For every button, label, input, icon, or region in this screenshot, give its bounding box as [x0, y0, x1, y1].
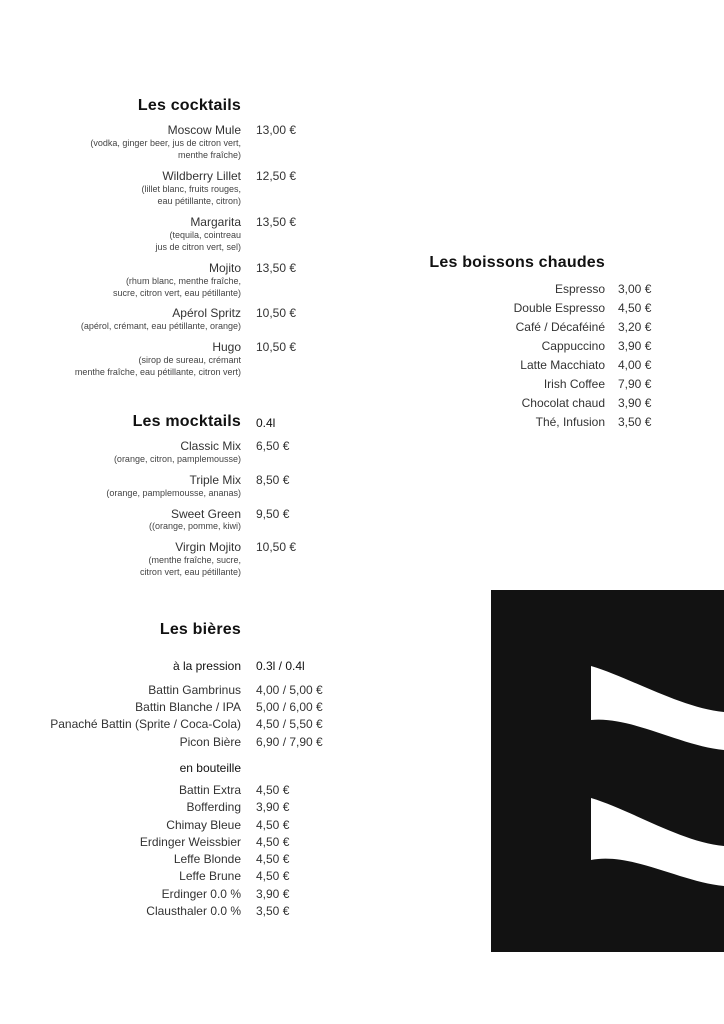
mocktail-price: 6,50 €	[256, 439, 290, 453]
mocktail-name: Triple Mix	[189, 473, 241, 487]
hot-drink-price: 3,20 €	[618, 320, 652, 334]
draft-beer-price: 4,50 / 5,50 €	[256, 717, 323, 731]
bottle-beer-price: 3,90 €	[256, 887, 290, 901]
mocktail-name: Sweet Green	[170, 507, 241, 521]
cocktail-price: 13,50 €	[256, 215, 297, 229]
hot-drink-name: Latte Macchiato	[520, 358, 605, 372]
hot-drinks-title: Les boissons chaudes	[429, 254, 605, 271]
cocktail-name: Mojito	[208, 261, 241, 275]
draft-beer-price: 4,00 / 5,00 €	[256, 683, 323, 697]
draft-beer-name: Panaché Battin (Sprite / Coca-Cola)	[50, 717, 241, 731]
mocktails-title: Les mocktails	[132, 413, 241, 430]
mocktail-name: Virgin Mojito	[175, 540, 241, 554]
cocktail-description: (sirop de sureau, crémant menthe fraîche, eau pétillante, citron vert)	[74, 355, 241, 377]
draft-beer-label: à la pression	[172, 659, 241, 673]
mocktail-description: (orange, citron, pamplemousse)	[113, 454, 241, 464]
mocktail-price: 9,50 €	[256, 507, 290, 521]
bottle-beer-price: 3,90 €	[256, 800, 290, 814]
hot-drink-name: Cappuccino	[541, 339, 605, 353]
cocktails-title: Les cocktails	[137, 97, 241, 114]
hot-drink-name: Chocolat chaud	[521, 396, 605, 410]
cocktail-description: (vodka, ginger beer, jus de citron vert, menthe fraîche)	[90, 138, 241, 160]
cocktail-price: 10,50 €	[256, 340, 297, 354]
mocktail-description: ((orange, pomme, kiwi)	[148, 521, 241, 531]
cocktail-description: (apérol, crémant, eau pétillante, orange)	[80, 321, 241, 331]
cocktail-description: (tequila, cointreau jus de citron vert, sel)	[155, 230, 241, 252]
beers-title: Les bières	[159, 621, 241, 638]
bottle-beer-price: 4,50 €	[256, 835, 290, 849]
bottle-beer-price: 3,50 €	[256, 904, 290, 918]
bottle-beer-name: Erdinger 0.0 %	[161, 887, 241, 901]
hot-drink-price: 7,90 €	[618, 377, 652, 391]
cocktail-name: Wildberry Lillet	[162, 169, 241, 183]
cocktail-price: 10,50 €	[256, 306, 297, 320]
mocktail-price: 10,50 €	[256, 540, 297, 554]
cocktail-name: Moscow Mule	[167, 123, 241, 137]
hot-drink-name: Café / Décaféiné	[515, 320, 605, 334]
bottle-beer-name: Battin Extra	[178, 783, 241, 797]
hot-drink-price: 3,50 €	[618, 415, 652, 429]
hot-drink-price: 3,90 €	[618, 396, 652, 410]
hot-drink-name: Double Espresso	[513, 301, 605, 315]
cocktail-description: (rhum blanc, menthe fraîche, sucre, citron vert, eau pétillante)	[112, 276, 241, 298]
hot-drink-price: 4,50 €	[618, 301, 652, 315]
bottle-beer-price: 4,50 €	[256, 852, 290, 866]
bottle-beer-name: Clausthaler 0.0 %	[146, 904, 241, 918]
bottle-beer-price: 4,50 €	[256, 818, 290, 832]
draft-beer-size: 0.3l / 0.4l	[256, 659, 305, 673]
bottle-beer-price: 4,50 €	[256, 783, 290, 797]
bottle-beer-label: en bouteille	[179, 761, 241, 775]
hot-drink-name: Irish Coffee	[543, 377, 605, 391]
wave-logo-icon	[491, 590, 724, 952]
cocktail-name: Margarita	[190, 215, 241, 229]
mocktail-price: 8,50 €	[256, 473, 290, 487]
cocktail-name: Hugo	[212, 340, 241, 354]
bottle-beer-name: Bofferding	[186, 800, 241, 814]
draft-beer-name: Battin Gambrinus	[148, 683, 241, 697]
hot-drink-price: 3,00 €	[618, 282, 652, 296]
hot-drink-name: Espresso	[554, 282, 605, 296]
mocktail-name: Classic Mix	[180, 439, 241, 453]
mocktails-size: 0.4l	[256, 416, 276, 430]
bottle-beer-price: 4,50 €	[256, 869, 290, 883]
cocktail-price: 13,50 €	[256, 261, 297, 275]
bottle-beer-name: Chimay Bleue	[166, 818, 241, 832]
hot-drink-price: 4,00 €	[618, 358, 652, 372]
cocktail-price: 13,00 €	[256, 123, 297, 137]
draft-beer-price: 6,90 / 7,90 €	[256, 735, 323, 749]
cocktail-name: Apérol Spritz	[172, 306, 241, 320]
bottle-beer-name: Leffe Blonde	[173, 852, 241, 866]
cocktail-description: (lillet blanc, fruits rouges, eau pétillante, citron)	[141, 184, 241, 206]
hot-drink-name: Thé, Infusion	[535, 415, 605, 429]
draft-beer-name: Picon Bière	[179, 735, 241, 749]
mocktail-description: (orange, pamplemousse, ananas)	[106, 488, 241, 498]
draft-beer-name: Battin Blanche / IPA	[135, 700, 241, 714]
brand-logo-block	[491, 590, 724, 952]
hot-drink-price: 3,90 €	[618, 339, 652, 353]
bottle-beer-name: Leffe Brune	[179, 869, 241, 883]
bottle-beer-name: Erdinger Weissbier	[139, 835, 241, 849]
cocktail-price: 12,50 €	[256, 169, 297, 183]
mocktail-description: (menthe fraîche, sucre, citron vert, eau pétillante)	[139, 555, 241, 577]
draft-beer-price: 5,00 / 6,00 €	[256, 700, 323, 714]
